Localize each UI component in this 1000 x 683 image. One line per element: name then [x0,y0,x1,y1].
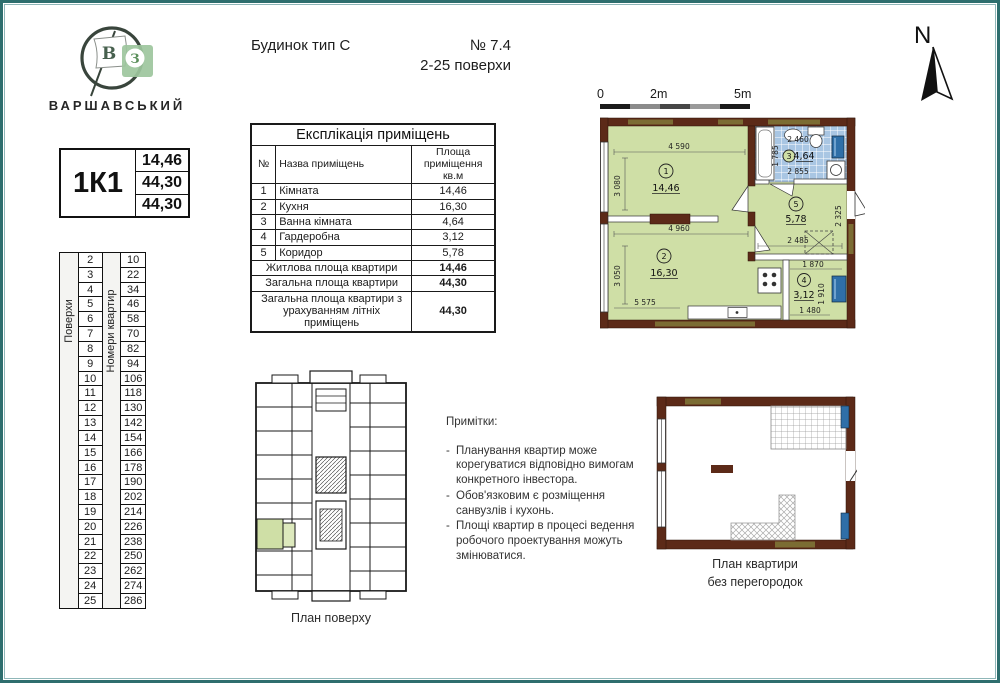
main-apartment-plan [600,116,865,331]
dim-room1-height: 3 080 [613,175,622,197]
open-plan-caption-line1: План квартири [712,557,798,571]
explication-row [251,245,495,260]
apartment-number-cell: 274 [121,579,145,594]
floor-number-cell: 13 [79,416,102,431]
apartment-number-cell: 82 [121,342,145,357]
apartment-number-cell: 166 [121,446,145,461]
room4-number: 4 [801,276,807,285]
room-area: 4,64 [412,215,495,230]
open-plan-caption [653,555,857,591]
room-name: Гардеробна [276,230,412,245]
apartment-number-cell: 118 [121,386,145,401]
summary-value: 14,46 [412,261,495,276]
scale-bar [598,87,768,113]
room1-area: 14,46 [652,183,680,194]
room3-number: 3 [786,152,792,161]
room-name: Коридор [276,245,412,260]
dim-room2-bottom: 5 575 [634,298,656,307]
apartment-number-cell: 178 [121,461,145,476]
apartment-number-cell: 226 [121,520,145,535]
floor-number-cell: 3 [79,268,102,283]
brand-logo-icon [61,16,171,100]
apartment-number-cell: 262 [121,564,145,579]
apartment-number-cell: 238 [121,535,145,550]
floor-number-cell: 2 [79,253,102,268]
room-no: 1 [251,184,276,199]
apartment-number-cell: 130 [121,401,145,416]
scale-0: 0 [597,87,604,101]
notes-title: Примітки: [446,416,498,428]
apartment-number-cell: 10 [121,253,145,268]
apartment-number-cell: 94 [121,357,145,372]
apartment-number-cell: 22 [121,268,145,283]
room5-area: 5,78 [785,214,807,225]
apartment-number-cell: 142 [121,416,145,431]
floor-number-cell: 23 [79,564,102,579]
unit-living-area: 14,46 [136,150,188,172]
floor-number-cell: 17 [79,475,102,490]
col-header-name: Назва приміщень [276,146,412,184]
floor-number-cell: 9 [79,357,102,372]
floor-number-cell: 22 [79,550,102,565]
floor-number-cell: 10 [79,372,102,387]
badge-letter: З [130,52,140,67]
notes [446,415,638,564]
open-plan-caption-line2: без перегородок [707,575,803,590]
room-area: 16,30 [412,199,495,214]
room-no: 5 [251,245,276,260]
brand-name: ВАРШАВСЬКИЙ [48,98,186,113]
note-item [446,489,638,518]
apartment-number-cell: 190 [121,475,145,490]
unit-type: 1К1 [61,150,136,216]
floor-plan-caption: План поверху [290,611,372,625]
summary-label: Житлова площа квартири [251,261,412,276]
dim-room1-width: 4 590 [668,142,690,151]
open-plan [655,395,857,553]
scale-2m: 2m [650,87,668,101]
explication-row [251,184,495,199]
summary-value: 44,30 [412,276,495,291]
room1-number: 1 [663,167,669,176]
note-bullet: - [446,444,450,457]
apartments-label-column [103,253,122,608]
dim-room2-width: 4 960 [668,224,690,233]
room-name: Ванна кімната [276,215,412,230]
explication-summary-row [251,261,495,276]
apartments-label: Номери квартир [105,289,118,373]
note-bullet: - [446,520,450,533]
explication-row [251,215,495,230]
floor-number-cell: 18 [79,490,102,505]
note-text: Обов'язковим є розміщення санвузлів і кухонь. [456,489,606,517]
dim-room2-height: 3 050 [613,265,622,287]
north-arrow-icon [903,17,965,109]
col-header-no: № [251,146,276,184]
explication-row [251,230,495,245]
dim-bath-width: 2 460 [787,135,809,144]
dim-corridor-height: 2 325 [834,205,843,227]
floor-number-cell: 15 [79,446,102,461]
floor-number-cell: 25 [84,594,97,607]
room-name: Кімната [276,184,412,199]
apartment-number-cell: 46 [121,297,145,312]
room4-area: 3,12 [793,290,815,301]
note-text: Планування квартир може корегуватися відповідно вимогам конкретного інвестора. [456,444,634,487]
floor-number-cell: 12 [79,401,102,416]
note-item [446,519,638,563]
explication-title: Експлікація приміщень [251,124,495,146]
apartment-numbers-column [121,253,145,608]
apartment-number-cell: 58 [121,312,145,327]
floor-number-cell: 24 [79,579,102,594]
floor-number-cell: 20 [79,520,102,535]
explication-table [250,123,496,333]
room-area: 14,46 [412,184,495,199]
explication-summary-row [251,291,495,331]
room-no: 4 [251,230,276,245]
floor-number-cell: 14 [79,431,102,446]
room-area: 3,12 [412,230,495,245]
floor-number-cell: 4 [79,283,102,298]
apartment-number-cell: 106 [121,372,145,387]
flag-letter: В [101,44,117,64]
floor-number-cell: 8 [79,342,102,357]
floors-range: 2-25 поверхи [420,56,511,74]
room-no: 3 [251,215,276,230]
floor-number-cell: 19 [79,505,102,520]
north-label: N [914,22,932,49]
dim-corridor-width: 2 485 [787,236,809,245]
scale-5m: 5m [734,87,752,101]
building-type: Будинок тип С [251,37,351,54]
floors-apartments-table [59,252,146,609]
dim-wardrobe-height: 1 910 [817,283,826,305]
apartment-number-cell: 202 [121,490,145,505]
plan-header-right [389,36,511,75]
floor-numbers-column [79,253,103,608]
dim-bath-height: 1 785 [771,145,780,167]
floor-number-cell: 6 [79,312,102,327]
unit-card [59,148,190,218]
apartment-number-cell: 250 [121,550,145,565]
room2-number: 2 [661,252,667,261]
plan-number: № 7.4 [469,37,511,54]
room-no: 2 [251,199,276,214]
apartment-number-cell: 70 [121,327,145,342]
col-header-area: Площа приміщення кв.м [412,146,495,184]
room5-number: 5 [793,200,799,209]
summary-value: 44,30 [412,291,495,331]
room2-area: 16,30 [650,268,678,279]
floor-number-cell: 5 [79,297,102,312]
explication-row [251,199,495,214]
room-area: 5,78 [412,245,495,260]
typical-floor-plan [248,369,414,607]
dim-bath-bottom: 2 855 [787,167,809,176]
unit-total-with-summer: 44,30 [141,196,183,214]
floors-label: Поверхи [62,299,75,343]
floor-number-cell: 21 [79,535,102,550]
notes-list [446,444,638,564]
note-text: Площі квартир в процесі ведення робочого проектування можуть змінюватися. [456,520,635,562]
note-bullet: - [446,489,450,502]
floor-number-cell: 16 [79,461,102,476]
summary-label: Загальна площа квартири з урахуванням літніх приміщень [251,291,412,331]
scale-bar-segments [600,104,750,109]
dim-wardrobe-width: 1 870 [802,260,824,269]
room-name: Кухня [276,199,412,214]
unit-total-area: 44,30 [136,172,188,194]
apartment-number-cell: 154 [121,431,145,446]
summary-label: Загальна площа квартири [251,276,412,291]
dim-wardrobe-bottom: 1 480 [799,306,821,315]
floor-number-cell: 11 [79,386,102,401]
apartment-number-cell: 214 [121,505,145,520]
apartment-number-cell: 286 [123,594,143,607]
floors-label-column [60,253,79,608]
explication-summary-row [251,276,495,291]
note-item [446,444,638,488]
floor-number-cell: 7 [79,327,102,342]
room3-area: 4,64 [793,151,815,162]
apartment-number-cell: 34 [121,283,145,298]
